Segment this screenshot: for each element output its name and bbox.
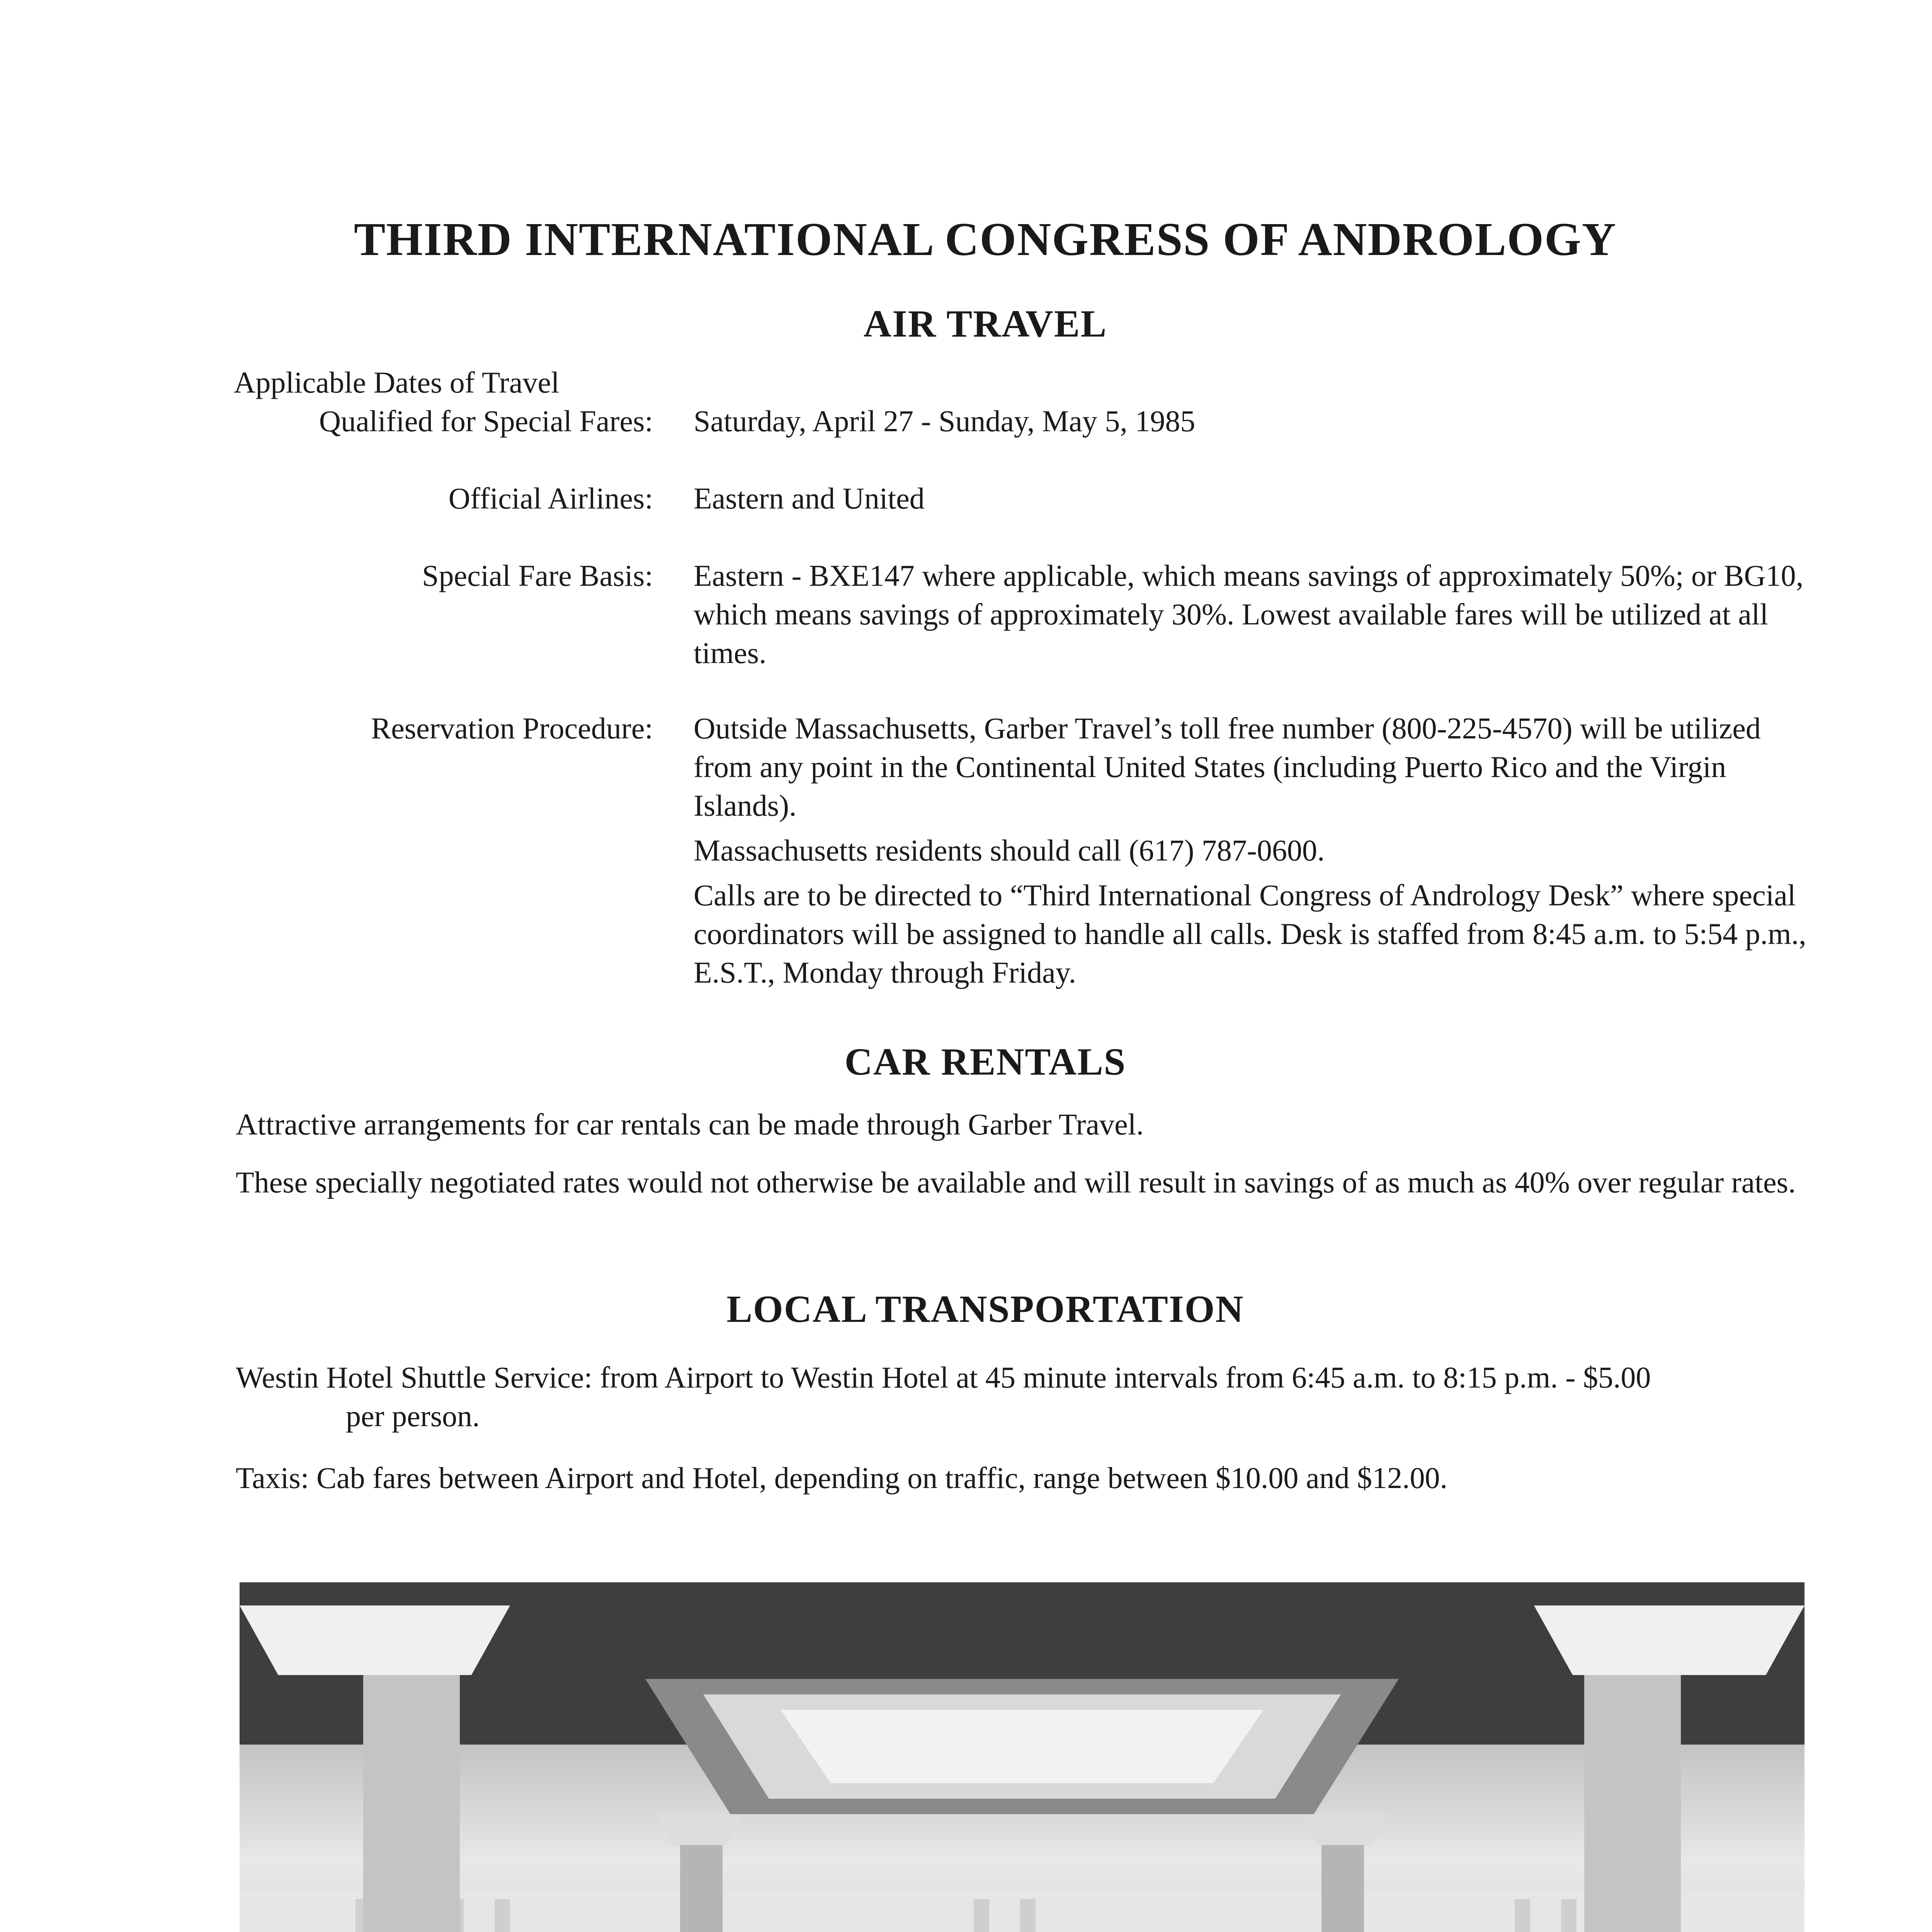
taxis-paragraph	[236, 1459, 1812, 1497]
dates-value: Saturday, April 27 - Sunday, May 5, 1985	[694, 404, 1196, 438]
fare-value: Eastern - BXE147 where applicable, which means savings of approximately 50%; or BG10, which means savings of approximately 30%. Lowest available fares will be utilized at all times.	[694, 559, 1804, 670]
page-title: THIRD INTERNATIONAL CONGRESS OF ANDROLOGY	[354, 213, 1617, 265]
taxis-text: Cab fares between Airport and Hotel, depending on traffic, range between $10.00 and $12.00.	[316, 1461, 1447, 1495]
air-travel-heading: AIR TRAVEL	[863, 302, 1107, 345]
reservation-paragraph-2: Massachusetts residents should call (617) 787-0600.	[694, 833, 1325, 867]
car-rentals-heading: CAR RENTALS	[844, 1040, 1126, 1083]
dates-label-line1: Applicable Dates of Travel	[234, 366, 560, 399]
taxis-label: Taxis:	[236, 1461, 309, 1495]
airlines-value: Eastern and United	[694, 481, 925, 515]
reservation-value	[694, 709, 1806, 998]
shuttle-paragraph	[236, 1358, 1812, 1397]
shuttle-continuation: per person.	[346, 1399, 480, 1433]
airlines-label: Official Airlines:	[448, 481, 653, 515]
hotel-lobby-illustration	[240, 1582, 1804, 1932]
hotel-lobby-photo	[240, 1582, 1804, 1932]
car-rentals-paragraph-1: Attractive arrangements for car rentals can be made through Garber Travel.	[236, 1107, 1144, 1141]
shuttle-text: from Airport to Westin Hotel at 45 minute intervals from 6:45 a.m. to 8:15 p.m. - $5.00	[600, 1361, 1651, 1394]
car-rentals-paragraph-2: These specially negotiated rates would not otherwise be available and will result in savings of as much as 40% over regular rates.	[236, 1165, 1796, 1199]
reservation-paragraph-1: Outside Massachusetts, Garber Travel’s toll free number (800-225-4570) will be utilized from any point in the Continental United States (including Puerto Rico and the Virgin Islands).	[694, 711, 1761, 822]
shuttle-label: Westin Hotel Shuttle Service:	[236, 1361, 593, 1394]
local-transportation-heading: LOCAL TRANSPORTATION	[726, 1287, 1244, 1330]
dates-label-line2: Qualified for Special Fares:	[319, 404, 653, 438]
reservation-label: Reservation Procedure:	[371, 711, 653, 745]
fare-label: Special Fare Basis:	[422, 559, 653, 592]
reservation-paragraph-3: Calls are to be directed to “Third International Congress of Andrology Desk” where special coordinators will be assigned to handle all calls. Desk is staffed from 8:45 a.m. to 5:54 p.m., E.S.T., Monday through Friday.	[694, 878, 1806, 989]
